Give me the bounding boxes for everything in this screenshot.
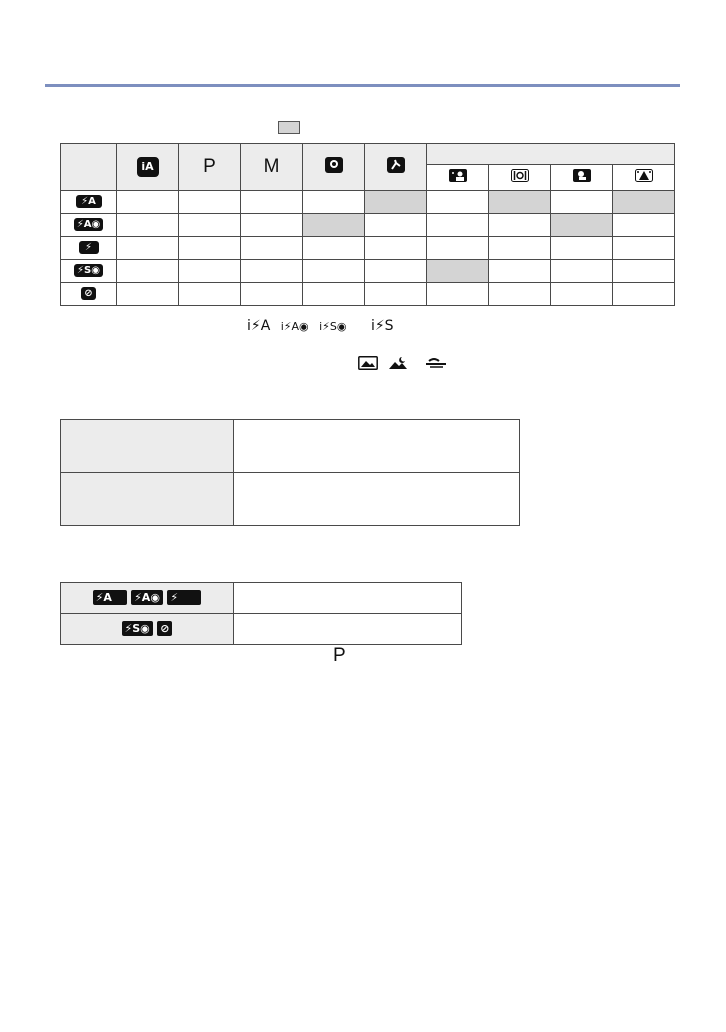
cell xyxy=(117,191,179,214)
cell xyxy=(117,214,179,237)
cell xyxy=(551,283,613,306)
cell xyxy=(613,214,675,237)
cell xyxy=(427,191,489,214)
flash-forced-on-icon: ⚡ xyxy=(79,241,99,254)
cell xyxy=(117,283,179,306)
flash-off-icon: ⊘ xyxy=(81,287,95,300)
cell xyxy=(551,191,613,214)
baby-icon xyxy=(573,169,591,182)
i-flash-slow-redeye-icon: i⚡S◉ xyxy=(319,320,347,333)
table-row xyxy=(61,214,675,237)
scene-header-3 xyxy=(551,165,613,191)
intelligent-auto-icon: iA xyxy=(137,157,159,177)
scene-header-1 xyxy=(427,165,489,191)
cell xyxy=(365,260,427,283)
cell xyxy=(365,283,427,306)
flash-auto-icon: ⚡A xyxy=(93,590,127,605)
table-row xyxy=(61,260,675,283)
cell xyxy=(241,191,303,214)
cell xyxy=(117,260,179,283)
cell xyxy=(303,237,365,260)
flash-row2-label xyxy=(61,614,234,645)
shaded-legend-swatch xyxy=(278,121,300,134)
cell xyxy=(613,237,675,260)
table-corner xyxy=(61,144,117,191)
cell-shaded xyxy=(303,214,365,237)
section-rule xyxy=(45,84,680,87)
info-value-cell-1 xyxy=(234,420,520,473)
cell xyxy=(489,237,551,260)
cell xyxy=(179,283,241,306)
scene-header-4 xyxy=(613,165,675,191)
cell xyxy=(241,214,303,237)
cell xyxy=(365,237,427,260)
i-flash-slow-icon: i⚡S xyxy=(370,318,394,334)
info-label-cell-2 xyxy=(61,473,234,526)
row-head-2 xyxy=(61,214,117,237)
program-mode-label: P xyxy=(203,156,216,177)
cell xyxy=(551,260,613,283)
flash-availability-table xyxy=(60,143,675,306)
cell xyxy=(613,260,675,283)
scene-header-2 xyxy=(489,165,551,191)
scenery-icon xyxy=(358,356,378,370)
manual-mode-label: M xyxy=(263,156,280,177)
scene-glyphs xyxy=(358,355,447,371)
party-icon xyxy=(635,169,653,182)
cell xyxy=(365,214,427,237)
intelligent-flash-glyphs xyxy=(247,318,400,334)
flash-row1-label xyxy=(61,583,234,614)
header-portrait xyxy=(303,144,365,191)
cell xyxy=(613,283,675,306)
table-row xyxy=(61,237,675,260)
row-head-5 xyxy=(61,283,117,306)
cell xyxy=(241,237,303,260)
food-icon xyxy=(511,169,529,182)
portrait-mode-icon xyxy=(325,157,343,173)
sports-mode-icon xyxy=(387,157,405,173)
cell-shaded xyxy=(613,191,675,214)
info-value-cell-2 xyxy=(234,473,520,526)
cell xyxy=(179,191,241,214)
flash-off-icon: ⊘ xyxy=(157,621,172,636)
row-head-3 xyxy=(61,237,117,260)
cell xyxy=(179,260,241,283)
table-row xyxy=(61,614,462,645)
flash-mode-table xyxy=(60,582,462,645)
info-table xyxy=(60,419,520,526)
cell-shaded xyxy=(551,214,613,237)
cell xyxy=(427,283,489,306)
table-row xyxy=(61,583,462,614)
table-row xyxy=(61,283,675,306)
cell xyxy=(179,214,241,237)
cell xyxy=(179,237,241,260)
cell xyxy=(303,191,365,214)
table-row xyxy=(61,420,520,473)
cell xyxy=(551,237,613,260)
sunset-icon xyxy=(425,356,447,370)
program-mode-letter: P xyxy=(333,645,346,666)
cell-shaded xyxy=(427,260,489,283)
flash-auto-redeye-icon: ⚡A◉ xyxy=(74,218,104,231)
i-flash-auto-redeye-icon: i⚡A◉ xyxy=(280,320,309,333)
cell xyxy=(427,237,489,260)
flash-auto-redeye-icon: ⚡A◉ xyxy=(131,590,163,605)
header-program-mode xyxy=(179,144,241,191)
cell-shaded xyxy=(365,191,427,214)
night-scenery-icon xyxy=(388,356,408,370)
cell xyxy=(489,283,551,306)
cell xyxy=(427,214,489,237)
row-head-4 xyxy=(61,260,117,283)
scene-group-header xyxy=(427,144,675,165)
cell xyxy=(241,260,303,283)
flash-row1-value xyxy=(234,583,462,614)
table-row xyxy=(61,473,520,526)
flash-slow-sync-redeye-icon: ⚡S◉ xyxy=(74,264,103,277)
row-head-1 xyxy=(61,191,117,214)
night-portrait-icon xyxy=(449,169,467,182)
cell xyxy=(303,283,365,306)
i-flash-auto-icon: i⚡A xyxy=(247,318,271,334)
flash-auto-icon: ⚡A xyxy=(76,195,102,208)
cell xyxy=(489,260,551,283)
cell xyxy=(489,214,551,237)
flash-slow-sync-redeye-icon: ⚡S◉ xyxy=(122,621,153,636)
cell-shaded xyxy=(489,191,551,214)
info-label-cell-1 xyxy=(61,420,234,473)
cell xyxy=(241,283,303,306)
header-sports xyxy=(365,144,427,191)
table-row xyxy=(61,191,675,214)
header-intelligent-auto xyxy=(117,144,179,191)
flash-row2-value xyxy=(234,614,462,645)
cell xyxy=(303,260,365,283)
cell xyxy=(117,237,179,260)
flash-forced-on-icon: ⚡ xyxy=(167,590,201,605)
header-manual-mode xyxy=(241,144,303,191)
